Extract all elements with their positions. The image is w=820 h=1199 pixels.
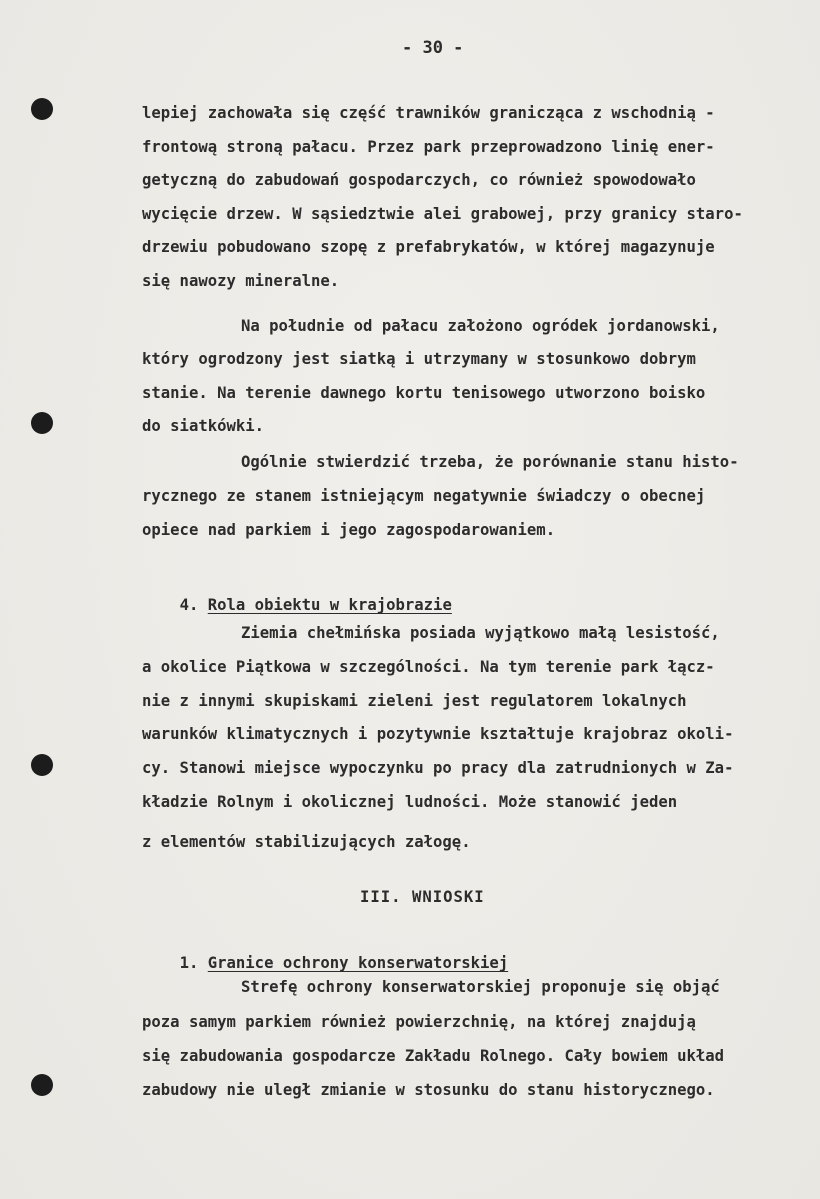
text-line: poza samym parkiem również powierzchnię, na której znajdują (142, 1013, 696, 1031)
text-line: Strefę ochrony konserwatorskiej proponuje się objąć (241, 978, 720, 996)
page-number: - 30 - (402, 38, 464, 58)
text-line: wycięcie drzew. W sąsiedztwie alei grabowej, przy granicy staro- (142, 205, 743, 223)
text-line: zabudowy nie uległ zmianie w stosunku do stanu historycznego. (142, 1081, 715, 1099)
section-number: 1. (179, 954, 199, 972)
text-line: getyczną do zabudowań gospodarczych, co również spowodowało (142, 171, 696, 189)
section-number: 4. (179, 596, 199, 614)
text-line: stanie. Na terenie dawnego kortu tenisowego utworzono boisko (142, 384, 706, 402)
text-line: nie z innymi skupiskami zieleni jest regulatorem lokalnych (142, 692, 687, 710)
section-title: Granice ochrony konserwatorskiej (207, 954, 509, 972)
text-line: Ziemia chełmińska posiada wyjątkowo małą lesistość, (241, 624, 720, 642)
text-line: warunków klimatycznych i pozytywnie kształtuje krajobraz okoli- (142, 725, 734, 743)
text-line: kładzie Rolnym i okolicznej ludności. Może stanowić jeden (142, 793, 678, 811)
section-title: Rola obiektu w krajobrazie (207, 596, 452, 614)
text-line: który ogrodzony jest siatką i utrzymany w stosunkowo dobrym (142, 350, 696, 368)
text-line: a okolice Piątkowa w szczególności. Na tym terenie park łącz- (142, 658, 715, 676)
text-line: Ogólnie stwierdzić trzeba, że porównanie stanu histo- (241, 453, 739, 471)
text-line: Na południe od pałacu założono ogródek jordanowski, (241, 317, 720, 335)
punch-hole (31, 412, 53, 434)
text-line: opiece nad parkiem i jego zagospodarowaniem. (142, 521, 556, 539)
text-line: z elementów stabilizujących załogę. (142, 833, 471, 851)
punch-hole (31, 1074, 53, 1096)
text-line: się zabudowania gospodarcze Zakładu Rolnego. Cały bowiem układ (142, 1047, 725, 1065)
text-line: cy. Stanowi miejsce wypoczynku po pracy dla zatrudnionych w Za- (142, 759, 734, 777)
punch-hole (31, 754, 53, 776)
text-line: rycznego ze stanem istniejącym negatywnie świadczy o obecnej (142, 487, 706, 505)
punch-hole (31, 98, 53, 120)
text-line: się nawozy mineralne. (142, 272, 340, 290)
chapter-heading: III. WNIOSKI (360, 888, 485, 906)
text-line: frontową stroną pałacu. Przez park przeprowadzono linię ener- (142, 138, 715, 156)
text-line: do siatkówki. (142, 417, 265, 435)
text-line: lepiej zachowała się część trawników granicząca z wschodnią - (142, 104, 715, 122)
text-line: drzewiu pobudowano szopę z prefabrykatów, w której magazynuje (142, 238, 715, 256)
